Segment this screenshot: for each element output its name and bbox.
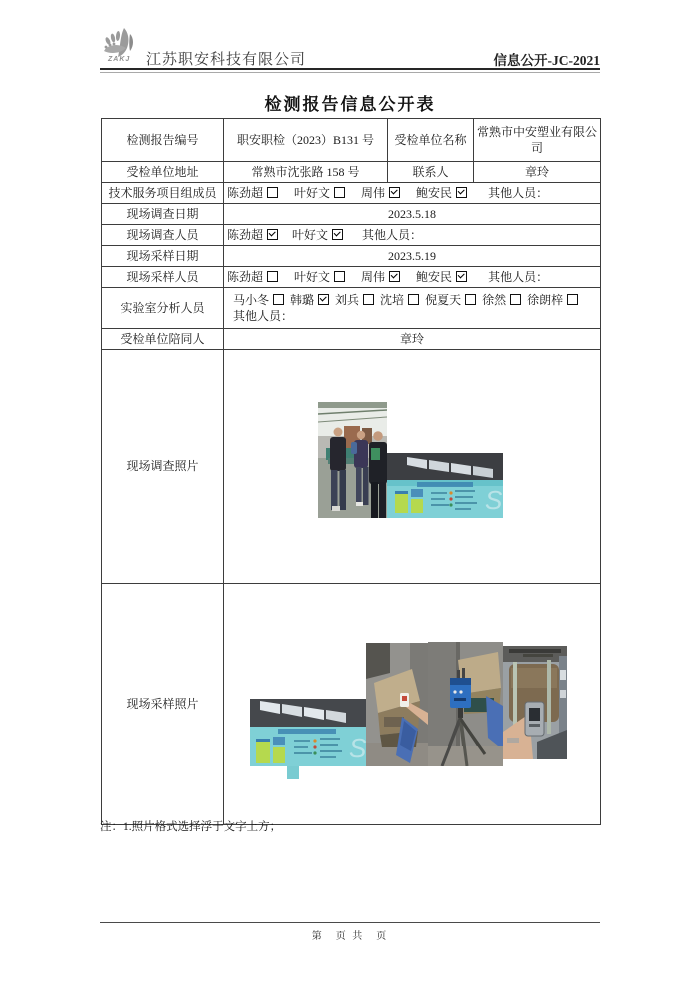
member-name: 叶好文: [292, 227, 329, 242]
survey-photos-label: 现场调查照片: [102, 350, 224, 584]
escort-label: 受检单位陪同人: [102, 329, 224, 350]
member-name: 周伟: [361, 185, 386, 200]
page-header: [100, 28, 600, 68]
footer-page-number: 第 页 共 页: [311, 931, 389, 942]
svg-text:S: S: [485, 485, 503, 515]
sampling-date-label: 现场采样日期: [102, 246, 224, 267]
member-name: 徐朗梓: [527, 292, 564, 307]
unit-address-value: 常熟市沈张路 158 号: [224, 162, 388, 183]
member-name: 徐然: [482, 292, 507, 307]
table-row: [102, 267, 601, 288]
contact-label: 联系人: [388, 162, 474, 183]
checkbox-unchecked-icon: [510, 294, 521, 305]
team-member: [292, 228, 343, 242]
header-doc-code: 信息公开-JC-2021: [493, 53, 600, 68]
team-member: [227, 228, 278, 242]
member-list: [227, 228, 357, 242]
sampling-photo-sampler-tripod: [428, 642, 503, 766]
sampling-staff-members: [224, 267, 601, 288]
sampling-photo-handheld-meter: [503, 646, 567, 759]
footnote: 注：1.照片格式选择浮于文字上方；: [100, 821, 282, 833]
team-member: [335, 293, 374, 307]
survey-photo-board: [387, 453, 503, 518]
report-number-value: 职安职检（2023）B131 号: [224, 119, 388, 162]
member-name: 鲍安民: [416, 269, 453, 284]
sampling-staff-label: 现场采样人员: [102, 267, 224, 288]
checkbox-unchecked-icon: [567, 294, 578, 305]
survey-date-value: 2023.5.18: [224, 204, 601, 225]
checkbox-unchecked-icon: [465, 294, 476, 305]
member-list: [227, 186, 483, 200]
tech-team-members: [224, 183, 601, 204]
company-logo-icon: [100, 26, 144, 68]
table-row: [102, 584, 601, 825]
member-list: [227, 270, 483, 284]
member-list: [233, 292, 597, 308]
checkbox-unchecked-icon: [334, 271, 345, 282]
sampling-photos-label: 现场采样照片: [102, 584, 224, 825]
checkbox-checked-icon: [456, 187, 467, 198]
sampling-photo-board: [250, 699, 367, 766]
sampling-date-value: 2023.5.19: [224, 246, 601, 267]
team-member: [425, 293, 476, 307]
checkbox-unchecked-icon: [267, 271, 278, 282]
checkbox-unchecked-icon: [334, 187, 345, 198]
table-row: [102, 119, 601, 162]
survey-staff-label: 现场调查人员: [102, 225, 224, 246]
member-name: 鲍安民: [416, 185, 453, 200]
member-name: 韩璐: [290, 292, 315, 307]
checkbox-unchecked-icon: [408, 294, 419, 305]
team-member: [233, 293, 284, 307]
team-member: [416, 186, 467, 200]
checkbox-unchecked-icon: [267, 187, 278, 198]
member-name: 陈劲超: [227, 269, 264, 284]
member-name: 沈培: [380, 292, 405, 307]
checkbox-checked-icon: [318, 294, 329, 305]
member-name: 马小冬: [233, 292, 270, 307]
other-staff-label: 其他人员：: [362, 227, 423, 242]
survey-staff-members: [224, 225, 601, 246]
page-title: 检测报告信息公开表: [264, 95, 436, 114]
survey-photos-cell: [224, 350, 601, 584]
checkbox-checked-icon: [332, 229, 343, 240]
checkbox-checked-icon: [389, 187, 400, 198]
team-member: [227, 186, 278, 200]
team-member: [361, 186, 400, 200]
checkbox-checked-icon: [389, 271, 400, 282]
other-staff-label: 其他人员：: [488, 185, 549, 200]
team-member: [482, 293, 521, 307]
member-name: 陈劲超: [227, 185, 264, 200]
sampling-photo-crusher-hand: [366, 643, 428, 766]
table-row: [102, 288, 601, 329]
sampling-photos-cell: [224, 584, 601, 825]
table-row: [102, 183, 601, 204]
disclosure-table: [101, 118, 601, 825]
header-divider-thin: [100, 72, 600, 73]
header-company-name: 江苏职安科技有限公司: [146, 52, 307, 68]
table-row: [102, 246, 601, 267]
unit-name-label: 受检单位名称: [388, 119, 474, 162]
unit-address-label: 受检单位地址: [102, 162, 224, 183]
logo-text: ZAKJ: [108, 56, 131, 63]
table-row: [102, 225, 601, 246]
checkbox-checked-icon: [267, 229, 278, 240]
table-row: [102, 350, 601, 584]
member-name: 周伟: [361, 269, 386, 284]
unit-name-value: 常熟市中安塑业有限公司: [474, 119, 601, 162]
checkbox-unchecked-icon: [273, 294, 284, 305]
other-staff-label: 其他人员：: [488, 269, 549, 284]
lab-staff-members: [224, 288, 601, 329]
table-row: [102, 204, 601, 225]
member-name: 陈劲超: [227, 227, 264, 242]
table-row: [102, 329, 601, 350]
escort-value: 章玲: [224, 329, 601, 350]
member-name: 刘兵: [335, 292, 360, 307]
member-name: 叶好文: [294, 185, 331, 200]
other-staff-label: 其他人员：: [233, 309, 294, 323]
sampling-photo-board-tab: [287, 766, 299, 779]
checkbox-checked-icon: [456, 271, 467, 282]
header-divider-thick: [100, 68, 600, 70]
team-member: [380, 293, 419, 307]
team-member: [294, 270, 345, 284]
team-member: [227, 270, 278, 284]
table-row: [102, 162, 601, 183]
footer-divider: [100, 922, 600, 923]
svg-text:S: S: [349, 733, 367, 763]
team-member: [361, 270, 400, 284]
survey-date-label: 现场调查日期: [102, 204, 224, 225]
contact-value: 章玲: [474, 162, 601, 183]
lab-staff-label: 实验室分析人员: [102, 288, 224, 329]
team-member: [527, 293, 578, 307]
tech-team-label: 技术服务项目组成员: [102, 183, 224, 204]
team-member: [416, 270, 467, 284]
report-number-label: 检测报告编号: [102, 119, 224, 162]
team-member: [290, 293, 329, 307]
survey-photo-people: [318, 402, 387, 518]
member-name: 叶好文: [294, 269, 331, 284]
checkbox-unchecked-icon: [363, 294, 374, 305]
team-member: [294, 186, 345, 200]
member-name: 倪夏天: [425, 292, 462, 307]
